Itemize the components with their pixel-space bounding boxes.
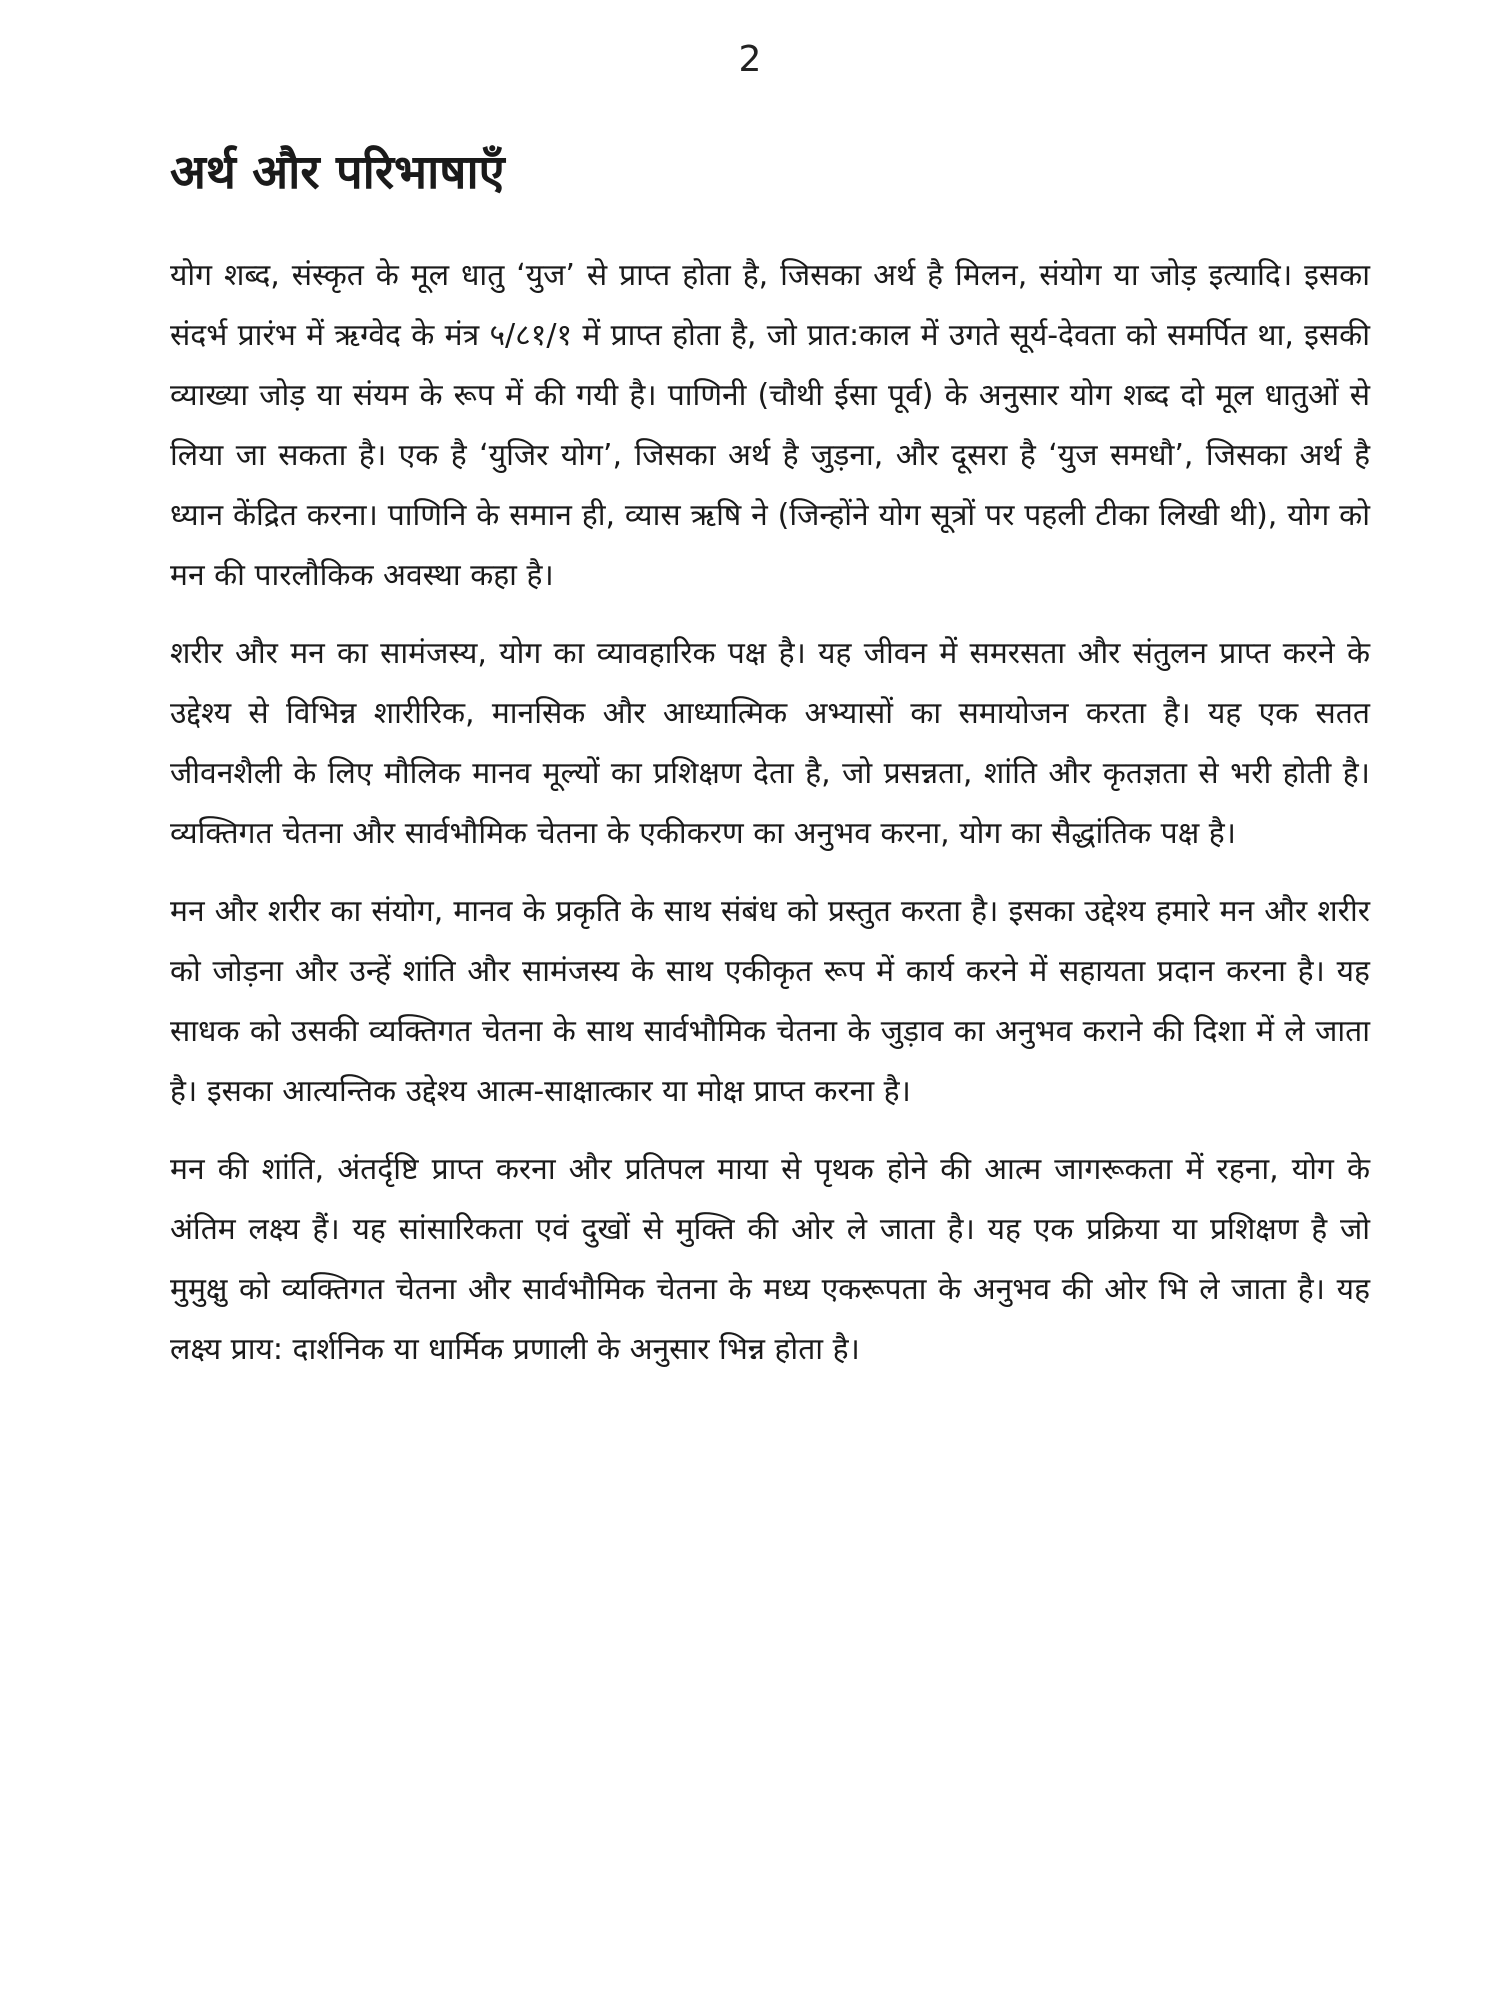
page-number: 2 [738,39,762,80]
paragraph-yoga-meaning: योग शब्द, संस्कृत के मूल धातु ‘युज’ से प्राप्त होता है, जिसका अर्थ है मिलन, संयोग या जोड़ इत्यादि। इसका संदर्भ प्रारंभ में ऋग्वेद के मंत्र ५/८१/१ में प्राप्त होता है, जो प्रात:काल में उगते सूर्य-देवता को समर्पित था, इसकी व्याख्या जोड़ या संयम के रूप में की गयी है। पाणिनी (चौथी ईसा पूर्व) के अनुसार योग शब्द दो मूल धातुओं से लिया जा सकता है। एक है ‘युजिर योग’, जिसका अर्थ है जुड़ना, और दूसरा है ‘युज समधौ’, जिसका अर्थ है ध्यान केंद्रित करना। पाणिनि के समान ही, व्यास ऋषि ने (जिन्होंने योग सूत्रों पर पहली टीका लिखी थी), योग को मन की पारलौकिक अवस्था कहा है। [170,258,1370,593]
section-heading: अर्थ और परिभाषाएँ [170,145,505,200]
paragraph-body-mind-harmony: शरीर और मन का सामंजस्य, योग का व्यावहारिक पक्ष है। यह जीवन में समरसता और संतुलन प्राप्त करने के उद्देश्य से विभिन्न शारीरिक, मानसिक और आध्यात्मिक अभ्यासों का समायोजन करता है। यह एक सतत जीवनशैली के लिए मौलिक मानव मूल्यों का प्रशिक्षण देता है, जो प्रसन्नता, शांति और कृतज्ञता से भरी होती है। व्यक्तिगत चेतना और सार्वभौमिक चेतना के एकीकरण का अनुभव करना, योग का सैद्धांतिक पक्ष है। [170,636,1370,851]
paragraph-ultimate-goals: मन की शांति, अंतर्दृष्टि प्राप्त करना और प्रतिपल माया से पृथक होने की आत्म जागरूकता में रहना, योग के अंतिम लक्ष्य हैं। यह सांसारिकता एवं दुखों से मुक्ति की ओर ले जाता है। यह एक प्रक्रिया या प्रशिक्षण है जो मुमुक्षु को व्यक्तिगत चेतना और सार्वभौमिक चेतना के मध्य एकरूपता के अनुभव की ओर भि ले जाता है। यह लक्ष्य प्राय: दार्शनिक या धार्मिक प्रणाली के अनुसार भिन्न होता है। [170,1152,1370,1367]
paragraph-union-of-mind-body: मन और शरीर का संयोग, मानव के प्रकृति के साथ संबंध को प्रस्तुत करता है। इसका उद्देश्य हमारे मन और शरीर को जोड़ना और उन्हें शांति और सामंजस्य के साथ एकीकृत रूप में कार्य करने में सहायता प्रदान करना है। यह साधक को उसकी व्यक्तिगत चेतना के साथ सार्वभौमिक चेतना के जुड़ाव का अनुभव कराने की दिशा में ले जाता है। इसका आत्यन्तिक उद्देश्य आत्म-साक्षात्कार या मोक्ष प्राप्त करना है। [170,894,1370,1109]
page-content [170,140,1370,1398]
